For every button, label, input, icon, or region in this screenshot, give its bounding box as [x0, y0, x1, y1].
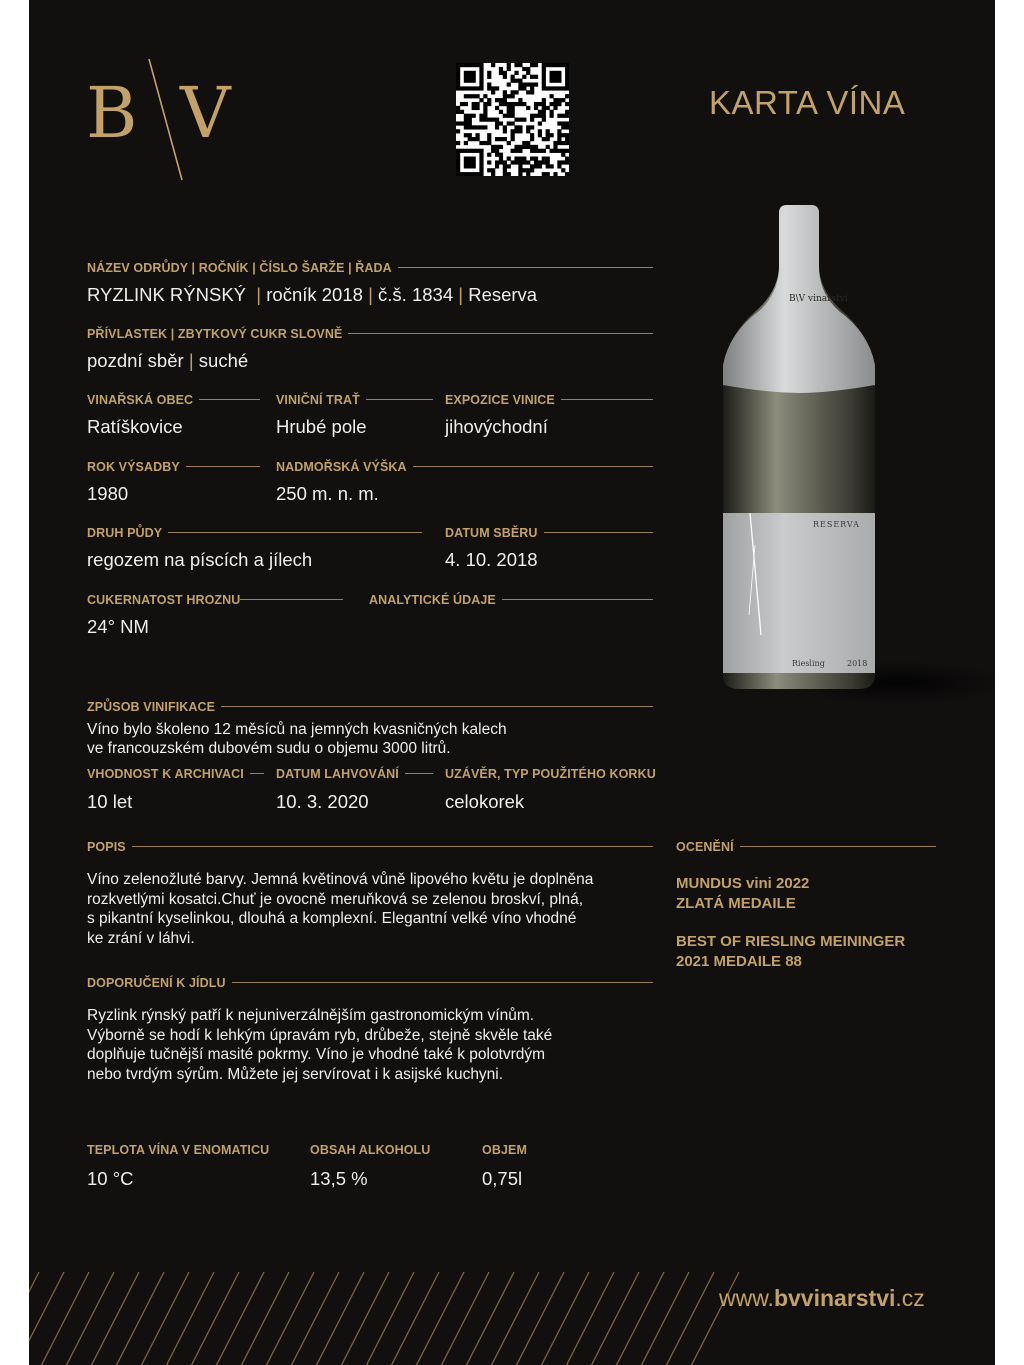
qr-code-icon[interactable] [456, 63, 569, 176]
planting-year-value: 1980 [87, 483, 129, 504]
archive-label: VHODNOST K ARCHIVACI [87, 767, 250, 781]
vineyard-label: VINIČNÍ TRAŤ [276, 393, 366, 407]
wine-series: Reserva [468, 284, 538, 305]
food-pairing-text: Ryzlink rýnský patří k nejuniverzálnějším gastronomickým vínům. Výborně se hodí k lehkým úpravám ryb, drůbeže, stejně skvěle také doplňuje tučnější masité pokrmy. Víno je vhodné také k polotvrdým nebo tvrdým sýrům. Můžete jej servírovat i k asijské kuchyni. [87, 1007, 553, 1083]
food-pairing-label: DOPORUČENÍ K JÍDLU [87, 976, 232, 990]
temperature-value: 10 °C [87, 1168, 134, 1189]
award-best-of-riesling: BEST OF RIESLING MEININGER 2021 MEDAILE 88 [676, 933, 906, 970]
harvest-label: DATUM SBĚRU [445, 526, 544, 540]
residual-sugar: suché [198, 350, 249, 371]
alcohol-value: 13,5 % [310, 1168, 368, 1189]
page-title: KARTA VÍNA [709, 84, 906, 121]
logo-letter-b: B [86, 72, 138, 154]
wine-bottle-image [719, 195, 995, 735]
exposure-value: jihovýchodní [445, 416, 548, 437]
variety-name: RYZLINK RÝNSKÝ [87, 284, 247, 305]
variety-label: NÁZEV ODRŮDY | ROČNÍK | ČÍSLO ŠARŽE | ŘADA [87, 261, 398, 275]
sugar-content-value: 24° NM [87, 616, 149, 637]
logo-letter-v: V [180, 72, 231, 154]
temperature-label: TEPLOTA VÍNA V ENOMATICU [87, 1143, 275, 1157]
vineyard-value: Hrubé pole [276, 416, 367, 437]
vintage-year: ročník 2018 [266, 284, 363, 305]
website-link[interactable]: www.bvvinarstvi.cz [719, 1285, 925, 1311]
bottling-label: DATUM LAHVOVÁNÍ [276, 767, 405, 781]
decorative-diagonal-lines [29, 1260, 995, 1365]
bottling-value: 10. 3. 2020 [276, 791, 369, 812]
closure-value: celokorek [445, 791, 525, 812]
awards-label: OCENĚNÍ [676, 840, 740, 854]
description-label: POPIS [87, 840, 132, 854]
soil-value: regozem na píscích a jílech [87, 549, 313, 570]
soil-label: DRUH PŮDY [87, 526, 168, 540]
volume-label: OBJEM [482, 1143, 533, 1157]
wine-predicate: pozdní sběr [87, 350, 184, 371]
bottle-label-variety: Riesling [792, 659, 825, 668]
vinification-text: Víno bylo školeno 12 měsíců na jemných kvasničných kalech ve francouzském dubovém sudu o objemu 3000 litrů. [87, 721, 507, 757]
archive-value: 10 let [87, 791, 133, 812]
qr-code-pattern [456, 63, 569, 176]
volume-value: 0,75l [482, 1168, 523, 1189]
alcohol-label: OBSAH ALKOHOLU [310, 1143, 436, 1157]
attribute-label: PŘÍVLASTEK | ZBYTKOVÝ CUKR SLOVNĚ [87, 327, 348, 341]
altitude-value: 250 m. n. m. [276, 483, 379, 504]
sugar-content-label: CUKERNATOST HROZNU [87, 593, 241, 607]
award-mundus-vini: MUNDUS vini 2022 ZLATÁ MEDAILE [676, 875, 810, 912]
description-text: Víno zelenožluté barvy. Jemná květinová vůně lipového květu je doplněna rozkvetlými kosatci.Chuť je ovocně meruňková se zelenou broskví, plná, s pikantní kyselinkou, dlouhá a komplexní. Elegantní velké víno vhodné ke zrání v láhvi. [87, 871, 594, 947]
village-label: VINAŘSKÁ OBEC [87, 393, 199, 407]
altitude-label: NADMOŘSKÁ VÝŠKA [276, 460, 413, 474]
analytic-data-label: ANALYTICKÉ ÚDAJE [369, 593, 502, 607]
planting-year-label: ROK VÝSADBY [87, 460, 186, 474]
wine-card [29, 0, 995, 1365]
bottle-neck-logo: B\V vinařství [789, 294, 848, 304]
brand-logo [86, 58, 236, 183]
divider [87, 846, 653, 847]
attribute-value: pozdní sběr | suché [87, 350, 249, 371]
bottle-label-series: RESERVA [813, 520, 860, 529]
harvest-value: 4. 10. 2018 [445, 549, 538, 570]
vinification-label: ZPŮSOB VINIFIKACE [87, 700, 221, 714]
village-value: Ratíškovice [87, 416, 183, 437]
bottle-label-year: 2018 [847, 659, 868, 668]
variety-value: RYZLINK RÝNSKÝ | ročník 2018 | č.š. 1834 | Reserva [87, 284, 538, 305]
exposure-label: EXPOZICE VINICE [445, 393, 561, 407]
closure-label: UZÁVĚR, TYP POUŽITÉHO KORKU [445, 767, 662, 781]
batch-number: č.š. 1834 [378, 284, 454, 305]
